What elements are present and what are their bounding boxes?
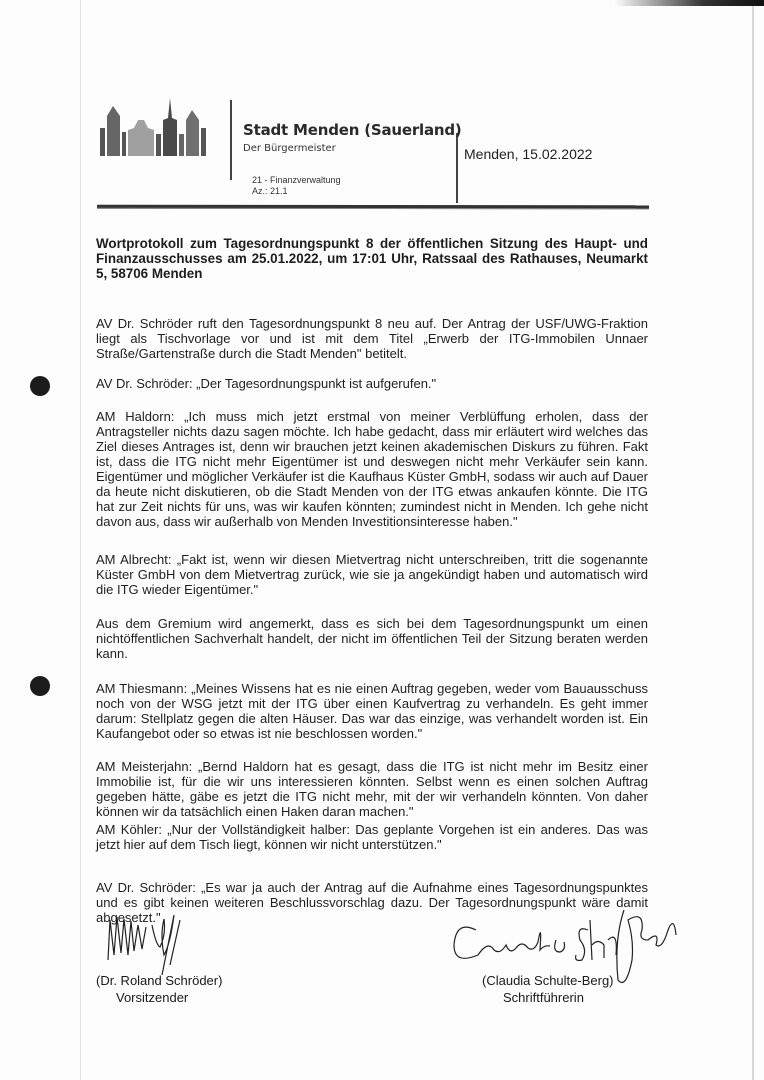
scan-edge-line bbox=[752, 0, 754, 1080]
header-rule bbox=[97, 205, 649, 209]
organization-subtitle: Der Bürgermeister bbox=[243, 143, 336, 154]
protocol-paragraph: AM Köhler: „Nur der Vollständigkeit halber: Das geplante Vorgehen ist ein anderes. Das was jetzt hier auf dem Tisch liegt, können wir nicht unterstützen." bbox=[96, 822, 648, 852]
punch-hole-mark bbox=[30, 676, 50, 696]
chair-role: Vorsitzender bbox=[116, 990, 189, 1005]
header-divider bbox=[456, 133, 458, 203]
protocol-paragraph: AV Dr. Schröder: „Es war ja auch der Antrag auf die Aufnahme eines Tagesordnungspunktes und es gibt keinen weiteren Beschlussvorschlag dazu. Der Tagesordnungspunkt wäre damit abgesetzt." bbox=[96, 880, 648, 925]
department-name: 21 - Finanzverwaltung bbox=[252, 175, 341, 185]
chair-name: (Dr. Roland Schröder) bbox=[96, 973, 223, 988]
protocol-paragraph: AM Albrecht: „Fakt ist, wenn wir diesen Mietvertrag nicht unterschreiben, tritt die sogenannte Küster GmbH von dem Mietvertrag zurück, wie sie ja angekündigt haben und automatisch wird die ITG wieder Eigentümer." bbox=[96, 552, 648, 597]
protocol-paragraph: AM Thiesmann: „Meines Wissens hat es nie einen Auftrag gegeben, weder vom Bauausschuss noch von der WSG jetzt mit der ITG über einen Kaufvertrag zu verhandeln. Es geht immer darum: Stellplatz gegen die alten Häuser. Das war das einzige, was verhandelt worden ist. Ein Kaufangebot oder so etwas ist nie beschlossen worden." bbox=[96, 681, 648, 741]
scan-corner-shadow bbox=[614, 0, 764, 6]
secretary-name: (Claudia Schulte-Berg) bbox=[482, 973, 614, 988]
document-title: Wortprotokoll zum Tagesordnungspunkt 8 der öffentlichen Sitzung des Haupt- und Finanzausschusses am 25.01.2022, um 17:01 Uhr, Ratssaal des Rathauses, Neumarkt 5, 58706 Menden bbox=[96, 236, 648, 281]
protocol-paragraph: AV Dr. Schröder ruft den Tagesordnungspunkt 8 neu auf. Der Antrag der USF/UWG-Fraktion liegt als Tischvorlage vor und ist mit dem Titel „Erwerb der ITG-Immobilen Unnaer Straße/Gartenstraße durch die Stadt Menden" betitelt. bbox=[96, 316, 648, 361]
place-date: Menden, 15.02.2022 bbox=[464, 146, 593, 162]
punch-hole-mark bbox=[30, 376, 50, 396]
secretary-role: Schriftführerin bbox=[503, 990, 584, 1005]
protocol-paragraph: AV Dr. Schröder: „Der Tagesordnungspunkt ist aufgerufen." bbox=[96, 376, 437, 391]
scan-edge-line bbox=[80, 0, 81, 1080]
protocol-paragraph: Aus dem Gremium wird angemerkt, dass es sich bei dem Tagesordnungspunkt um einen nichtöffentlichen Sachverhalt handelt, der nicht im öffentlichen Teil der Sitzung beraten werden kann. bbox=[96, 616, 648, 661]
file-reference: Az.: 21.1 bbox=[252, 186, 288, 196]
organization-name: Stadt Menden (Sauerland) bbox=[243, 121, 462, 139]
protocol-paragraph: AM Meisterjahn: „Bernd Haldorn hat es gesagt, dass die ITG ist nicht mehr im Besitz einer Immobilie ist, für die wir uns interessieren könnten. Selbst wenn es einen solchen Auftrag gegeben hätte, gäbe es jetzt die ITG nicht mehr, mit der wir verhandeln könnten. Von daher können wir da tatsächlich einen Haken daran machen." bbox=[96, 759, 648, 819]
department-block bbox=[252, 175, 341, 197]
protocol-paragraph: AM Haldorn: „Ich muss mich jetzt erstmal von meiner Verblüffung erholen, dass der Antragsteller nichts dazu sagen möchte. Ich habe gedacht, dass mir erläutert wird welches das Ziel dieses Antrages ist, denn wir brauchen jetzt keinen akademischen Diskurs zu führen. Fakt ist, dass die ITG nicht mehr Eigentümer ist und deswegen nicht mehr Verkäufer sein kann. Eigentümer und möglicher Verkäufer ist die Kaufhaus Küster GmbH, sodass wir auch auf Dauer da heute nicht diskutieren, ob die Stadt Menden von der ITG etwas ankaufen könnte. Die ITG hat zur Zeit nichts für uns, was wir kaufen könnten; zumindest nicht in Menden. Ich gehe nicht davon aus, dass wir außerhalb von Menden Investitionsinteresse haben." bbox=[96, 409, 648, 529]
header-divider bbox=[230, 100, 232, 180]
city-skyline-logo bbox=[100, 98, 220, 160]
chair-signature bbox=[100, 905, 200, 975]
